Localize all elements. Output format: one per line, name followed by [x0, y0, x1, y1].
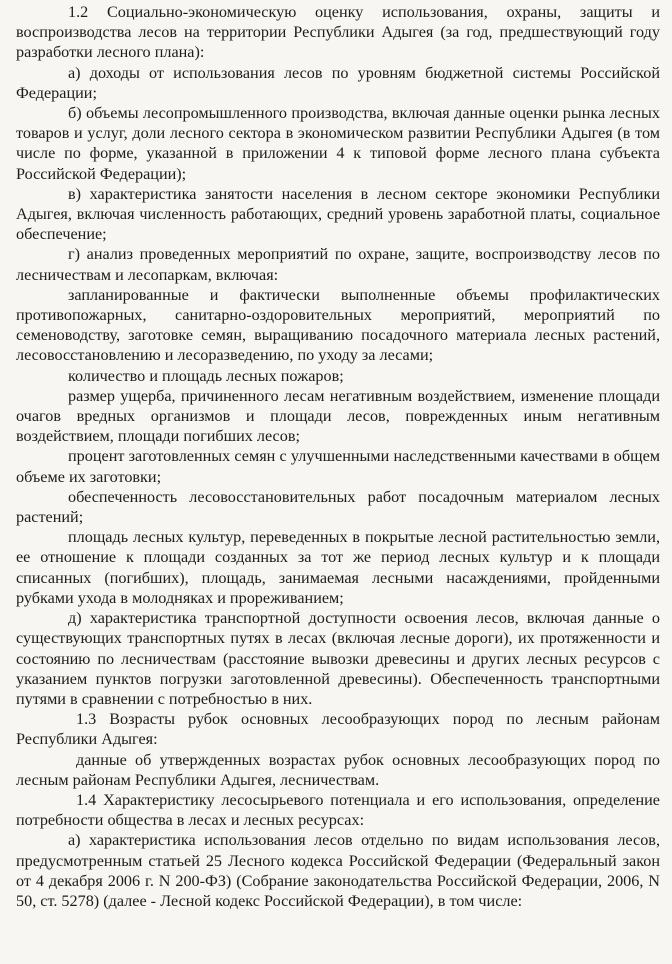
- paragraph-fires: количество и площадь лесных пожаров;: [68, 366, 344, 385]
- paragraph-d-transport: д) характеристика транспортной доступности освоения лесов, включая данные о существующих транспортных путях в лесах (включая лесные дороги), их протяженности и состоянию по лесничествам (расстояние вывозки древесины и других лесных ресурсов с указанием пунктов погрузки заготовленной древесины). Обеспеченность транспортными путями в сравнении с потребностью в них.: [16, 609, 660, 708]
- paragraph-1-4: 1.4 Характеристику лесосырьевого потенциала и его использования, определение потребности общества в лесах и лесных ресурсах:: [16, 790, 660, 830]
- paragraph-damage: размер ущерба, причиненного лесам негативным воздействием, изменение площади очагов вредных организмов и площади лесов, поврежденных иным негативным воздействием, площади погибших лесов;: [16, 386, 660, 446]
- paragraph-1-3: 1.3 Возрасты рубок основных лесообразующих пород по лесным районам Республики Адыгея:: [16, 710, 660, 749]
- paragraph-planned-volumes: запланированные и фактически выполненные объемы профилактических противопожарных, санитарно-оздоровительных мероприятий, мероприятий по семеноводству, заготовке семян, выращиванию посадочного материала лесных растений, лесовосстановлению и лесоразведению, по уходу за лесами;: [16, 285, 660, 365]
- paragraph-b-timber-production: б) объемы лесопромышленного производства, включая данные оценки рынка лесных товаров и услуг, доли лесного сектора в экономическом развитии Республики Адыгея (в том числе по форме, указанной в приложении 4 к типовой форме лесного плана субъекта Российской Федерации);: [16, 104, 660, 183]
- paragraph-planting-material: обеспеченность лесовосстановительных работ посадочным материалом лесных растений;: [16, 487, 660, 527]
- paragraph-forest-cultures: площадь лесных культур, переведенных в покрытые лесной растительностью земли, ее отношение к площади созданных за тот же период лесных культур и к площади списанных (погибших), площадь, занимаемая лесными насаждениями, пройденными рубками ухода в молодняках и прореживанием;: [16, 528, 660, 607]
- paragraph-g-activities-analysis: г) анализ проведенных мероприятий по охране, защите, воспроизводству лесов по лесничествам и лесопаркам, включая:: [16, 245, 660, 284]
- paragraph-1-2: 1.2 Социально-экономическую оценку использования, охраны, защиты и воспроизводства лесов на территории Республики Адыгея (за год, предшествующий году разработки лесного плана):: [16, 3, 660, 62]
- paragraph-a-forest-use: а) характеристика использования лесов отдельно по видам использования лесов, предусмотренным статьей 25 Лесного кодекса Российской Федерации (Федеральный закон от 4 декабря 2006 г. N 200-ФЗ) (Собрание законодательства Российской Федерации, 2006, N 50, ст. 5278) (далее - Лесной кодекс Российской Федерации), в том числе:: [16, 831, 660, 910]
- paragraph-seeds: процент заготовленных семян с улучшенными наследственными качествами в общем объеме их заготовки;: [16, 447, 660, 486]
- paragraph-cutting-ages: данные об утвержденных возрастах рубок основных лесообразующих пород по лесным районам Республики Адыгея, лесничествам.: [16, 750, 660, 789]
- paragraph-a-budget-income: а) доходы от использования лесов по уровням бюджетной системы Российской Федерации;: [16, 63, 660, 102]
- paragraph-v-employment: в) характеристика занятости населения в лесном секторе экономики Республики Адыгея, включая численность работающих, средний уровень заработной платы, социальное обеспечение;: [16, 184, 660, 244]
